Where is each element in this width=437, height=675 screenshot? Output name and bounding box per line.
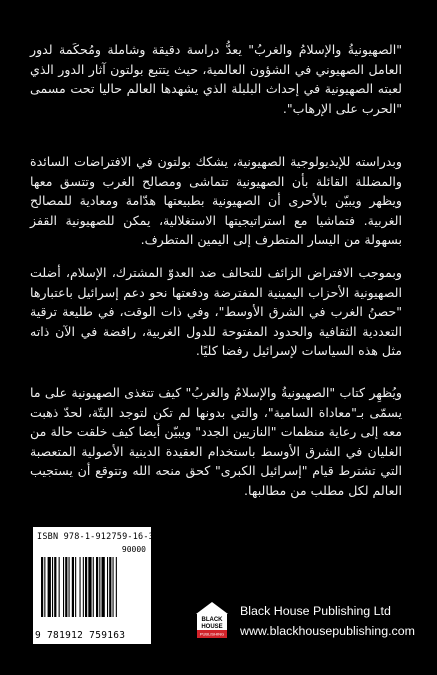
publisher-name: Black House Publishing Ltd (240, 604, 391, 618)
price-code: 90000 (121, 545, 146, 554)
blurb-paragraph-1: "الصهيونيةُ والإسلامُ والغربُ" يعدُّ دراسة دقيقة وشاملة ومُحكَمة لدور العامل الصهيوني في الشؤون العالمية، حيث يتتبع بولتون آثار الدور الذي لعبته الصهيونية في إحداث البلبلة الذي يشهدها العالم حاليا تحت مسمى "الحرب على الإرهاب". (30, 42, 402, 116)
barcode-bar (65, 557, 67, 617)
barcode-bar (44, 557, 45, 617)
blurb-paragraph-3: وبموجب الافتراض الزائف للتحالف ضد العدوّ المشترك، الإسلام، أضلت الصهيونية الأحزاب اليمينية المفترضة ودفعتها نحو دعم إسرائيل باعتبارها "حصنُ الغرب في الشرق الأوسط"، وفي ذات الوقت، في طليعة ترقية التعددية الثقافية والحدود المفتوحة للدول الغربية، رافضة في الآن ذاته مثل هذه السياسات لإسرائيل رفضا كليًا. (30, 265, 402, 359)
barcode-bars-icon (41, 557, 145, 617)
isbn-barcode (33, 527, 154, 644)
barcode-bar (93, 557, 94, 617)
barcode-bar (99, 557, 100, 617)
publisher-website: www.blackhousepublishing.com (240, 624, 415, 638)
barcode-bar (113, 557, 114, 617)
barcode-bar (59, 557, 60, 617)
blurb-paragraph-2: وبدراسته للإيديولوجية الصهيونية، يشكك بولتون في الافتراضات السائدة والمضللة القائلة بأن الصهيونية تتماشى ومصالح الغرب وتتسق معها ويظهر ويبيّن بالأحرى أن الصهيونية بطبيعتها هدّامة ومعادية للمصالح الغربية. فتماشيا مع استراتيجيتها الاستغلالية، يمكن للصهيونية القفز بسهولة من اليسار المتطرف إلى اليمين المتطرف. (30, 154, 402, 248)
barcode-bar (72, 557, 74, 617)
barcode-bar (48, 557, 51, 617)
barcode-bar (107, 557, 108, 617)
barcode-bar (109, 557, 111, 617)
barcode-bar (80, 557, 81, 617)
isbn-label: ISBN 978-1-912759-16-3 (37, 532, 154, 542)
barcode-bar (102, 557, 105, 617)
barcode-bar (75, 557, 76, 617)
barcode-bar (88, 557, 91, 617)
black-house-logo-icon (194, 600, 230, 640)
barcode-bar (96, 557, 98, 617)
barcode-digits: 9 781912 759163 (35, 630, 126, 641)
blurb-paragraph-4: ويُظهِر كتاب "الصهيونيةُ والإسلامُ والغربُ" كيف تتغذى الصهيونية على ما يسمّى بـ"معاداة السامية"، والتي بدونها لم تكن لتوجد البتّة، لحدّ ذهبت معه إلى رعاية منظمات "النازيين الجدد" ويبيّن أيضا كيف خلقت حالة من الغليان في الشرق الأوسط باستخدام العقيدة الدينية الأصولية المتعصبة التي تشترط قيام "إسرائيل الكبرى" كحق منحه الله وتتوقع أن يستجيب العالم لكل مطلب من مطالبها. (30, 385, 402, 498)
barcode-bar (116, 557, 117, 617)
barcode-bar (54, 557, 56, 617)
barcode-bar (63, 557, 64, 617)
barcode-bar (85, 557, 87, 617)
logo-line-1: BLACK (201, 617, 223, 623)
barcode-bar (41, 557, 43, 617)
barcode-bar (52, 557, 53, 617)
logo-line-3: PUBLISHING (199, 631, 225, 637)
logo-line-2: HOUSE (201, 624, 223, 630)
barcode-bar (69, 557, 70, 617)
barcode-bar (83, 557, 84, 617)
